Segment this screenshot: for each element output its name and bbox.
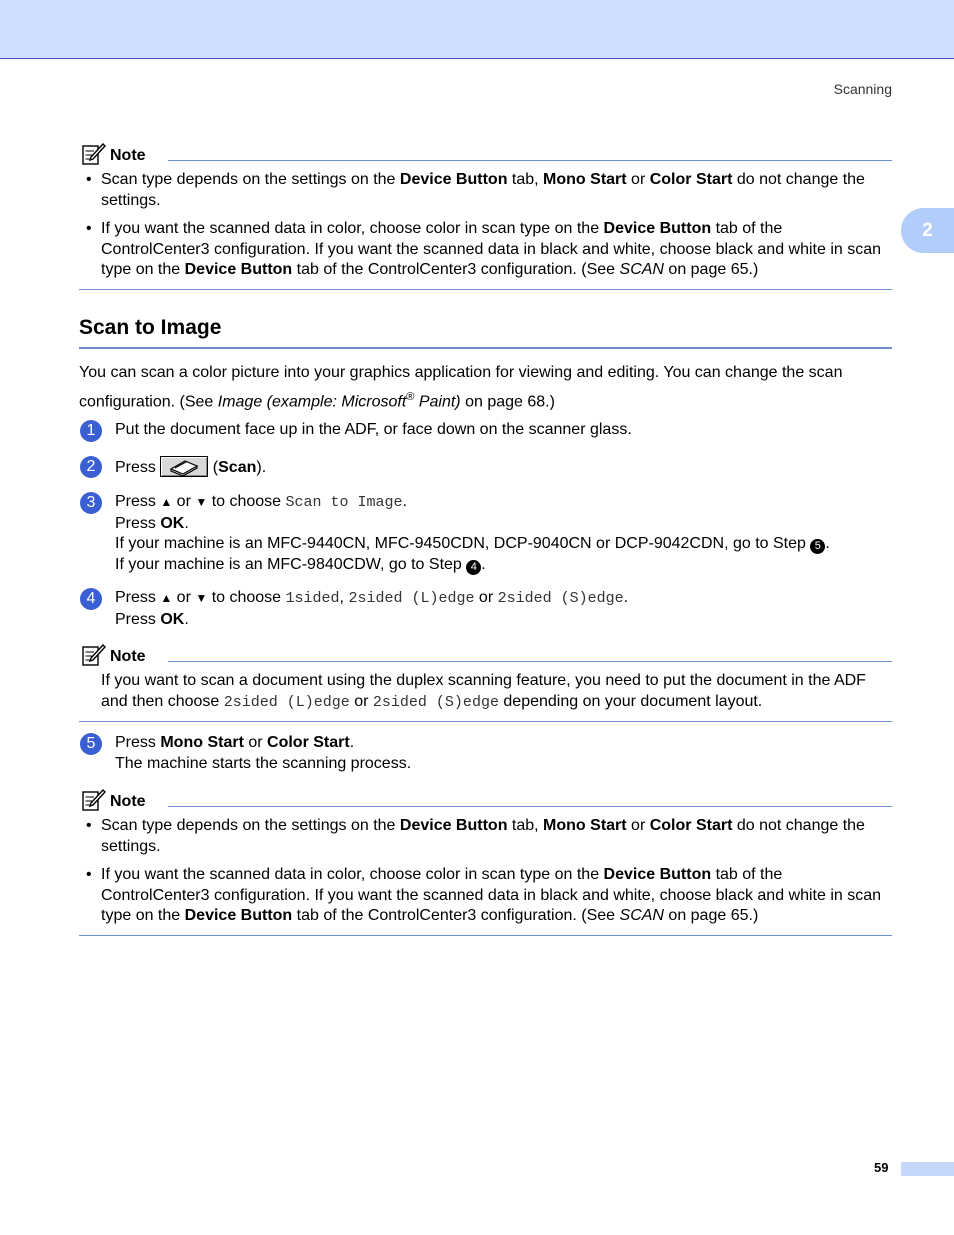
step-line [115, 534, 892, 555]
step-1 [79, 420, 892, 441]
text: or [172, 493, 196, 510]
page-number-bar [901, 1162, 954, 1176]
step-5 [79, 733, 892, 774]
step-line [115, 733, 892, 754]
text: ). [256, 459, 267, 476]
bold-text: Device Button [399, 171, 508, 188]
note-title: Note [110, 648, 146, 665]
section-rule [79, 347, 892, 349]
text: do not change the settings. [101, 171, 865, 209]
text: depending on your document layout. [498, 692, 763, 710]
bold-text: Device Button [184, 907, 293, 924]
section-title: Scan to Image [79, 316, 222, 339]
text: ( [208, 459, 219, 476]
text: or [349, 692, 373, 710]
registered-mark: ® [406, 391, 415, 403]
text: tab of the ControlCenter3 configuration. If you want the scanned data in black and white, choose black and white in scan type on the [101, 866, 882, 924]
bullet: • [86, 220, 92, 237]
bold-text: Color Start [267, 734, 350, 751]
down-arrow-icon: ▼ [195, 495, 208, 509]
intro-paragraph [79, 360, 892, 414]
text: or [626, 817, 650, 834]
text: tab of the ControlCenter3 configuration. (See [292, 261, 620, 278]
bold-text: Mono Start [160, 734, 244, 751]
step-text [115, 733, 892, 774]
text: or [243, 734, 268, 751]
text: If you want the scanned data in color, choose color in scan type on the [101, 220, 604, 237]
down-arrow-icon: ▼ [195, 591, 208, 605]
note-list [79, 170, 892, 281]
step-line [115, 610, 892, 631]
text: If your machine is an MFC-9840CDW, go to Step [115, 555, 467, 573]
text: on page 65.) [663, 261, 759, 278]
text: . [184, 610, 189, 628]
lcd-text: 2sided (L)edge [348, 590, 475, 607]
text: do not change the settings. [101, 817, 865, 855]
note-pencil-icon [82, 789, 106, 811]
note-pencil-icon [82, 644, 106, 666]
note-header [79, 644, 892, 670]
bullet: • [86, 171, 92, 188]
bold-text: Device Button [399, 817, 508, 834]
scanner-icon [161, 457, 207, 476]
bold-text: OK [160, 610, 185, 628]
text: . [825, 535, 830, 552]
text: on page 68.) [460, 393, 555, 411]
step-2 [79, 456, 892, 479]
note-title: Note [110, 793, 146, 810]
text: Press [115, 459, 161, 476]
text: . [481, 555, 486, 573]
running-header: Scanning [833, 81, 892, 97]
text: . [623, 589, 629, 606]
step-ref-badge: 5 [810, 539, 825, 554]
note-header [79, 143, 892, 169]
step-text [115, 456, 892, 479]
text: or [626, 171, 650, 188]
step-text [115, 492, 892, 575]
text: . [349, 734, 355, 751]
text: If your machine is an MFC-9440CN, MFC-9450CDN, DCP-9040CN or DCP-9042CDN, go to Step [115, 535, 811, 552]
note-item [79, 816, 892, 857]
text: If you want to scan a document using the duplex scanning feature, you need to put the document in the ADF and then choose [101, 672, 866, 710]
text: or [172, 589, 196, 606]
bold-text: Mono Start [543, 171, 627, 188]
note-box-bottom [79, 789, 892, 935]
chapter-number: 2 [922, 219, 933, 241]
text: Press [115, 514, 161, 532]
step-line [115, 588, 892, 610]
text: Scan type depends on the settings on the [101, 171, 400, 188]
text: on page 65.) [663, 907, 759, 924]
up-arrow-icon: ▲ [160, 591, 173, 605]
bullet: • [86, 866, 92, 883]
note-rule [168, 661, 892, 662]
note-list [79, 816, 892, 927]
note-rule [168, 160, 892, 161]
lcd-text: 1sided [285, 590, 340, 607]
note-bottom-rule [79, 721, 892, 722]
note-bottom-rule [79, 935, 892, 936]
step-number: 3 [80, 492, 102, 514]
header-bar [0, 0, 954, 59]
step-line [115, 492, 892, 514]
note-rule [168, 806, 892, 807]
italic-text: SCAN [619, 907, 664, 924]
bold-text: Device Button [603, 866, 712, 883]
text: tab of the ControlCenter3 configuration. If you want the scanned data in black and white, choose black and white in scan type on the [101, 220, 882, 278]
bold-text: Mono Start [543, 817, 627, 834]
step-text: Put the document face up in the ADF, or face down on the scanner glass. [115, 421, 632, 438]
bold-text: OK [160, 514, 185, 532]
step-ref-badge: 4 [466, 560, 481, 575]
text: or [474, 589, 498, 606]
text: to choose [207, 493, 286, 510]
text: Press [115, 493, 161, 510]
note-item [79, 865, 892, 927]
text: , [339, 589, 349, 606]
note-header [79, 789, 892, 815]
lcd-text: 2sided (S)edge [372, 693, 499, 711]
step-line [115, 514, 892, 535]
up-arrow-icon: ▲ [160, 495, 173, 509]
italic-text: Paint) [414, 393, 461, 411]
text: tab of the ControlCenter3 configuration. (See [292, 907, 620, 924]
note-title: Note [110, 147, 146, 164]
text: . [184, 514, 189, 532]
text: . [402, 493, 408, 510]
bold-text: Color Start [649, 171, 733, 188]
text: Press [115, 610, 161, 628]
step-line [115, 555, 892, 576]
note-pencil-icon [82, 143, 106, 165]
italic-text: SCAN [619, 261, 664, 278]
step-number: 1 [80, 420, 102, 442]
bold-text: Device Button [184, 261, 293, 278]
step-3 [79, 492, 892, 575]
bullet: • [86, 817, 92, 834]
text: tab, [507, 817, 544, 834]
step-number: 2 [80, 456, 102, 478]
step-number: 4 [80, 588, 102, 610]
chapter-tab [901, 208, 954, 253]
step-number: 5 [80, 733, 102, 755]
step-line: The machine starts the scanning process. [115, 754, 412, 772]
note-body [79, 671, 892, 713]
bold-text: Device Button [603, 220, 712, 237]
step-text [115, 588, 892, 630]
step-4 [79, 588, 892, 630]
note-item [79, 170, 892, 211]
text: If you want the scanned data in color, choose color in scan type on the [101, 866, 604, 883]
lcd-text: 2sided (L)edge [223, 693, 350, 711]
note-bottom-rule [79, 289, 892, 290]
text: Press [115, 589, 161, 606]
italic-text: Image (example: Microsoft [217, 393, 407, 411]
text: tab, [507, 171, 544, 188]
bold-text: Color Start [649, 817, 733, 834]
text: to choose [207, 589, 286, 606]
lcd-text: Scan to Image [285, 494, 403, 511]
note-item [79, 219, 892, 281]
text: Scan type depends on the settings on the [101, 817, 400, 834]
page-number: 59 [874, 1160, 889, 1175]
bold-text: Scan [218, 459, 257, 476]
scan-key-icon [160, 456, 208, 477]
note-box-top [79, 143, 892, 289]
text: Press [115, 734, 161, 751]
lcd-text: 2sided (S)edge [497, 590, 624, 607]
note-box-middle [79, 644, 892, 713]
text: You can scan a color picture into your graphics application for viewing and editing. You can change the scan configuration. (See [79, 364, 843, 411]
